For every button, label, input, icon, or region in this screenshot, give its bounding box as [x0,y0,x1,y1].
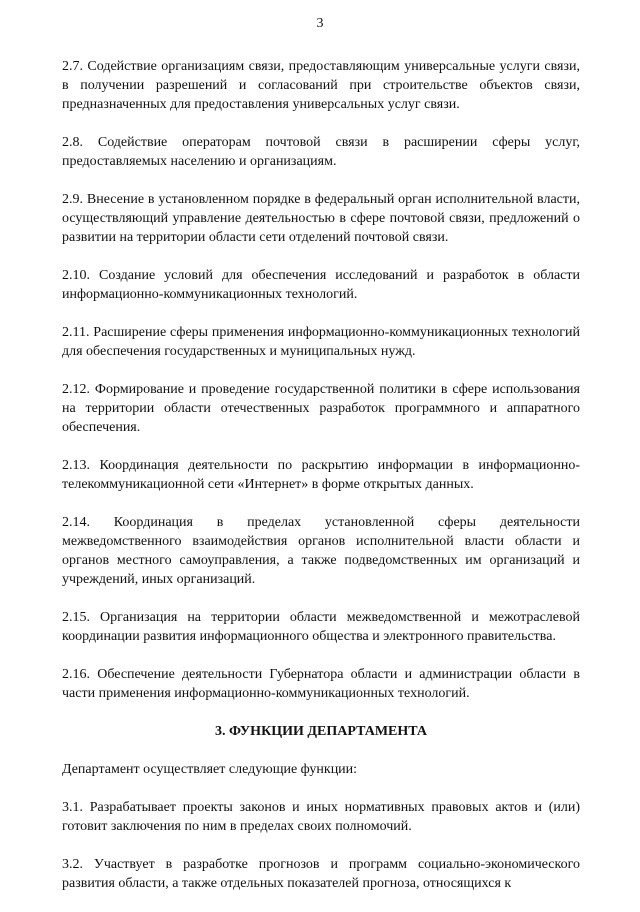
paragraph-3-1: 3.1. Разрабатывает проекты законов и иных нормативных правовых актов и (или) готовит заключения по ним в пределах своих полномочий. [62,800,580,834]
paragraph-2-15: 2.15. Организация на территории области межведомственной и межотраслевой координации развития информационного общества и электронного правительства. [62,610,580,644]
paragraph-2-12: 2.12. Формирование и проведение государственной политики в сфере использования на территории области отечественных разработок программного и аппаратного обеспечения. [62,382,580,435]
paragraph-3-2: 3.2. Участвует в разработке прогнозов и программ социально-экономического развития области, а также отдельных показателей прогноза, относящихся к [62,857,580,891]
paragraph-2-14: 2.14. Координация в пределах установленной сферы деятельности межведомственного взаимодействия органов исполнительной власти области и органов местного самоуправления, а также подведомственных им организаций и учреждений, иных организаций. [62,515,580,587]
paragraph-2-16: 2.16. Обеспечение деятельности Губернатора области и администрации области в части применения информационно-коммуникационных технологий. [62,667,580,701]
paragraph-2-10: 2.10. Создание условий для обеспечения исследований и разработок в области информационно-коммуникационных технологий. [62,268,580,302]
page-number: 3 [316,16,324,31]
paragraph-2-7: 2.7. Содействие организациям связи, предоставляющим универсальные услуги связи, в получении разрешений и согласований при строительстве объектов связи, предназначенных для предоставления универсальных услуг связи. [62,59,580,112]
section-heading: 3. ФУНКЦИИ ДЕПАРТАМЕНТА [214,724,428,739]
paragraph-2-9: 2.9. Внесение в установленном порядке в федеральный орган исполнительной власти, осуществляющий управление деятельностью в сфере почтовой связи, предложений о развитии на территории области сети отделений почтовой связи. [62,192,580,245]
document-body [62,57,580,912]
paragraph-2-13: 2.13. Координация деятельности по раскрытию информации в информационно-телекоммуникационной сети «Интернет» в форме открытых данных. [62,458,580,492]
paragraph-2-8: 2.8. Содействие операторам почтовой связи в расширении сферы услуг, предоставляемых населению и организациям. [62,135,580,169]
paragraph-intro: Департамент осуществляет следующие функции: [62,762,358,777]
paragraph-2-11: 2.11. Расширение сферы применения информационно-коммуникационных технологий для обеспечения государственных и муниципальных нужд. [62,325,580,359]
